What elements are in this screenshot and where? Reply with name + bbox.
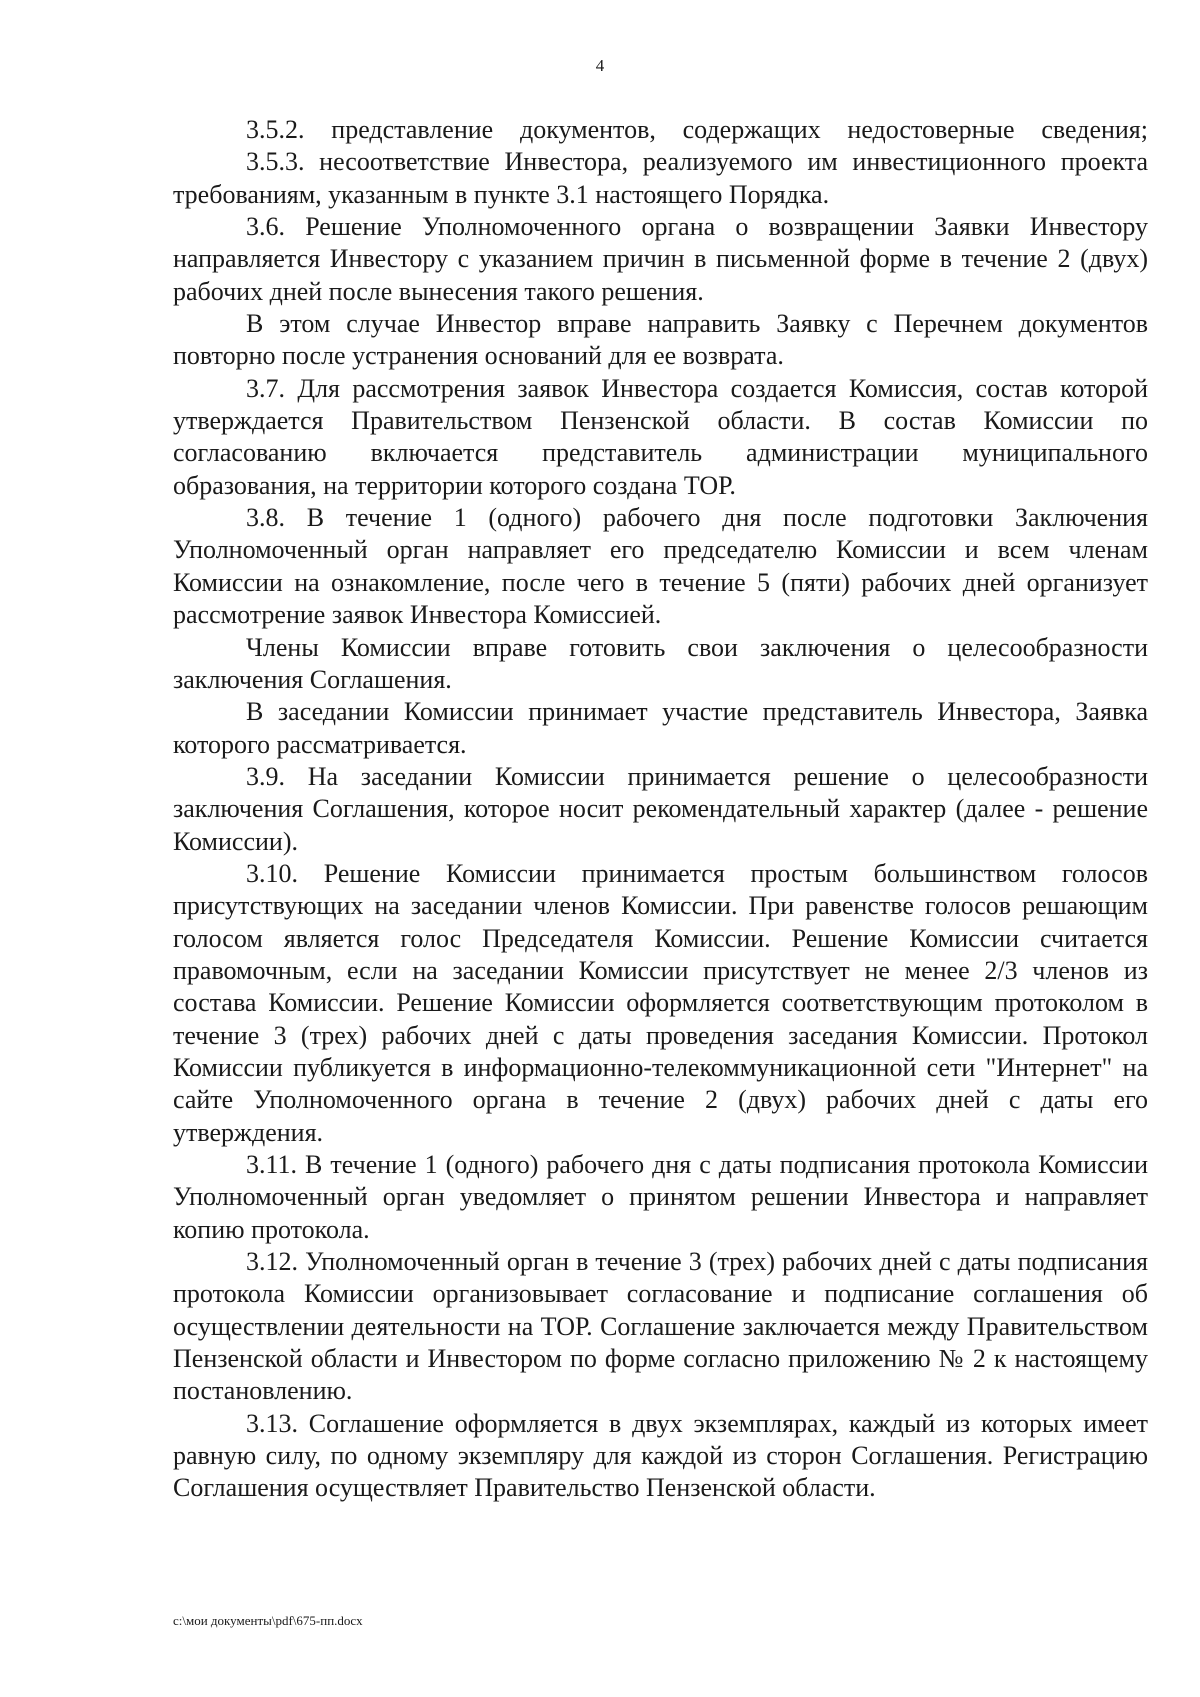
paragraph-3-8: 3.8. В течение 1 (одного) рабочего дня после подготовки Заключения Уполномоченный орган направляет его председателю Комиссии и всем членам Комиссии на ознакомление, после чего в течение 5 (пяти) рабочих дней организует рассмотрение заявок Инвестора Комиссией. [173,503,1148,630]
paragraph-3-8-members: Члены Комиссии вправе готовить свои заключения о целесообразности заключения Соглашения. [173,632,1148,694]
paragraph-3-9: 3.9. На заседании Комиссии принимается решение о целесообразности заключения Соглашения, которое носит рекомендательный характер (далее - решение Комиссии). [173,761,1148,856]
paragraph-3-11: 3.11. В течение 1 (одного) рабочего дня с даты подписания протокола Комиссии Уполномоченный орган уведомляет о принятом решении Инвестора и направляет копию протокола. [173,1150,1148,1244]
paragraph-3-6: 3.6. Решение Уполномоченного органа о возвращении Заявки Инвестору направляется Инвестору с указанием причин в письменной форме в течение 2 (двух) рабочих дней после вынесения такого решения. [173,212,1148,306]
paragraph-3-8-investor: В заседании Комиссии принимает участие представитель Инвестора, Заявка которого рассматривается. [173,697,1148,759]
paragraph-3-10: 3.10. Решение Комиссии принимается простым большинством голосов присутствующих на заседании членов Комиссии. При равенстве голосов решающим голосом является голос Председателя Комиссии. Решение Комиссии считается правомочным, если на заседании Комиссии присутствует не менее 2/3 членов из состава Комиссии. Решение Комиссии оформляется соответствующим протоколом в течение 3 (трех) рабочих дней с даты проведения заседания Комиссии. Протокол Комиссии публикуется в информационно-телекоммуникационной сети "Интернет" на сайте Уполномоченного органа в течение 2 (двух) рабочих дней с даты его утверждения. [173,858,1148,1147]
paragraph-3-12: 3.12. Уполномоченный орган в течение 3 (трех) рабочих дней с даты подписания протокола Комиссии организовывает согласование и подписание соглашения об осуществлении деятельности на ТОР. Соглашение заключается между Правительством Пензенской области и Инвестором по форме согласно приложению № 2 к настоящему постановлению. [173,1247,1148,1406]
paragraph-3-5-3: 3.5.3. несоответствие Инвестора, реализуемого им инвестиционного проекта требованиям, указанным в пункте 3.1 настоящего Порядка. [173,147,1148,209]
footer-file-path: c:\мои документы\pdf\675-пп.docx [173,1613,363,1628]
paragraph-3-7: 3.7. Для рассмотрения заявок Инвестора создается Комиссия, состав которой утверждается Правительством Пензенской области. В состав Комиссии по согласованию включается представитель администрации муниципального образования, на территории которого создана ТОР. [173,373,1148,500]
paragraph-3-13: 3.13. Соглашение оформляется в двух экземплярах, каждый из которых имеет равную силу, по одному экземпляру для каждой из сторон Соглашения. Регистрацию Соглашения осуществляет Правительство Пензенской области. [173,1408,1148,1503]
paragraph-3-6-return: В этом случае Инвестор вправе направить Заявку с Перечнем документов повторно после устранения оснований для ее возврата. [173,309,1148,371]
paragraph-3-5-2: 3.5.2. представление документов, содержащих недостоверные сведения; [246,115,1148,144]
document-body [173,114,1148,1505]
page-number: 4 [595,56,605,75]
